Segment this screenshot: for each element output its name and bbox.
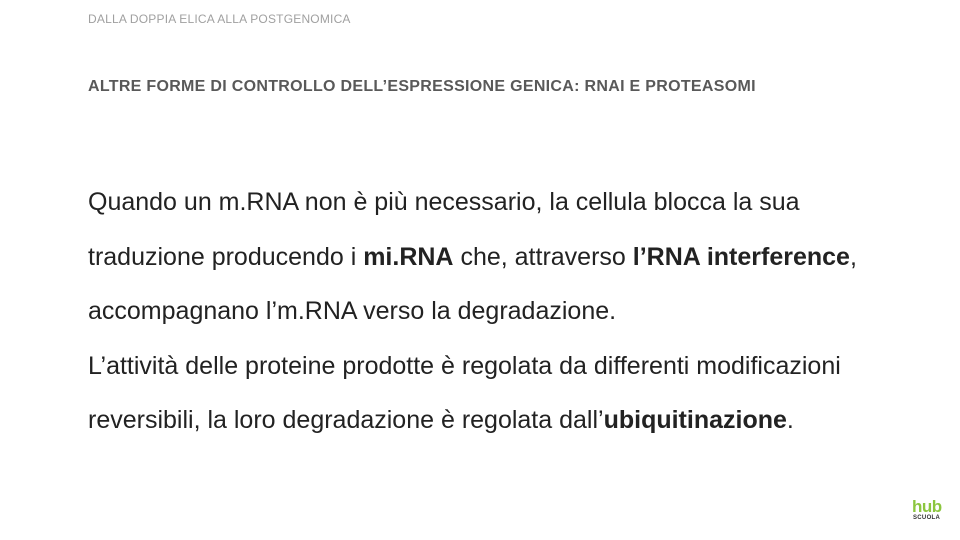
paragraph-proteasome-text-2: . (786, 406, 794, 434)
hub-scuola-logo (912, 498, 948, 524)
slide-header: DALLA DOPPIA ELICA ALLA POSTGENOMICA (88, 12, 351, 26)
logo-scuola-text: SCUOLA (913, 515, 941, 521)
paragraph-rnai (88, 175, 888, 339)
paragraph-proteasome-text-1: L’attività delle proteine prodotte è regolata da differenti modificazioni reversibili, la loro degradazione è regolata dall’ (88, 351, 841, 434)
paragraph-rnai-text-1: Quando un m.RNA non è più necessario, la cellula blocca la sua traduzione producendo i (88, 188, 800, 271)
rna-interference-term: l’RNA interference (632, 242, 850, 271)
paragraph-proteasome (88, 339, 888, 448)
slide-title: ALTRE FORME DI CONTROLLO DELL’ESPRESSIONE GENICA: RNAI E PROTEASOMI (88, 78, 756, 95)
logo-hub-text: hub (912, 497, 942, 516)
paragraph-rnai-text-3: , accompagnano l’m.RNA verso la degradazione. (88, 242, 857, 325)
ubiquitination-term: ubiquitinazione (603, 406, 787, 434)
slide-body (88, 175, 888, 448)
paragraph-rnai-text-2: che, attraverso (453, 242, 633, 271)
mirna-term: mi.RNA (363, 242, 454, 271)
